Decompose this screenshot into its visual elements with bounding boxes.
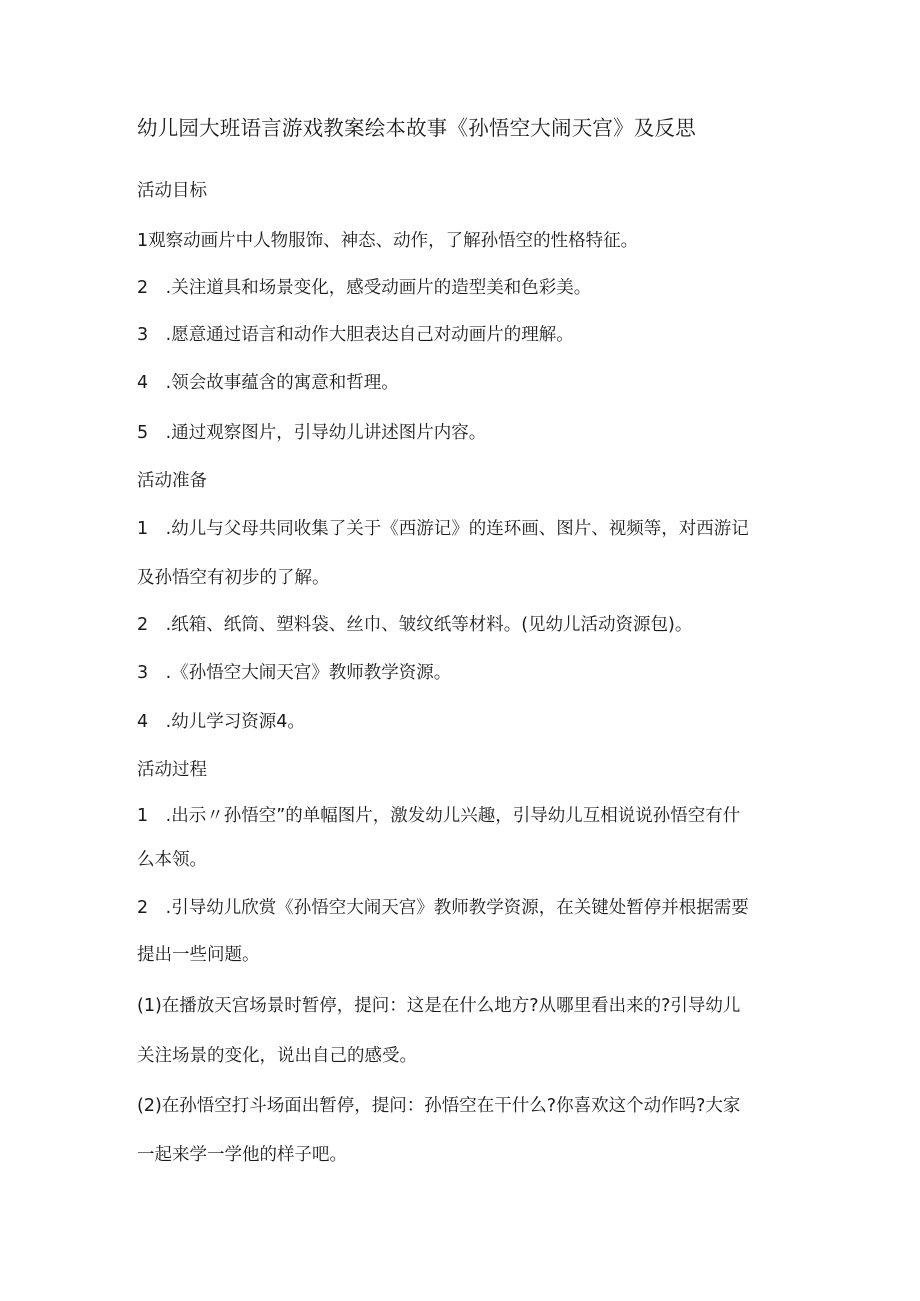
section-heading-process: 活动过程 [137, 760, 207, 780]
paragraph-line: 2 .引导幼儿欣赏《孙悟空大闹天宫》教师教学资源，在关键处暂停并根据需要 [137, 898, 749, 918]
paragraph-line: 么本领。 [137, 850, 207, 870]
paragraph-line: 2 .关注道具和场景变化，感受动画片的造型美和色彩美。 [137, 278, 592, 298]
paragraph-line: 关注场景的变化，说出自己的感受。 [137, 1046, 417, 1066]
paragraph-line: 1 .幼儿与父母共同收集了关于《西游记》的连环画、图片、视频等，对西游记 [137, 519, 749, 539]
paragraph-line: 提出一些问题。 [137, 945, 260, 965]
document-title: 幼儿园大班语言游戏教案绘本故事《孙悟空大闹天宫》及反思 [137, 116, 696, 140]
paragraph-line: 1观察动画片中人物服饰、神态、动作，了解孙悟空的性格特征。 [137, 231, 639, 251]
paragraph-line: 5 .通过观察图片，引导幼儿讲述图片内容。 [137, 423, 487, 443]
paragraph-line: (1)在播放天宫场景时暂停，提问：这是在什么地方?从哪里看出来的?引导幼儿 [137, 996, 741, 1016]
section-heading-preparation: 活动准备 [137, 471, 207, 491]
paragraph-line: 一起来学一学他的样子吧。 [137, 1145, 347, 1165]
paragraph-line: 3 .愿意通过语言和动作大胆表达自己对动画片的理解。 [137, 325, 574, 345]
paragraph-line: 4 .领会故事蕴含的寓意和哲理。 [137, 373, 399, 393]
paragraph-line: (2)在孙悟空打斗场面出暂停，提问：孙悟空在干什么?你喜欢这个动作吗?大家 [137, 1096, 741, 1116]
paragraph-line: 4 .幼儿学习资源4。 [137, 712, 305, 732]
paragraph-line: 2 .纸箱、纸筒、塑料袋、丝巾、皱纹纸等材料。(见幼儿活动资源包)。 [137, 615, 693, 635]
paragraph-line: 及孙悟空有初步的了解。 [137, 568, 330, 588]
paragraph-line: 1 .出示〃孙悟空”的单幅图片，激发幼儿兴趣，引导幼儿互相说说孙悟空有什 [137, 806, 741, 826]
section-heading-goals: 活动目标 [137, 181, 207, 201]
paragraph-line: 3 .《孙悟空大闹天宫》教师教学资源。 [137, 663, 452, 683]
